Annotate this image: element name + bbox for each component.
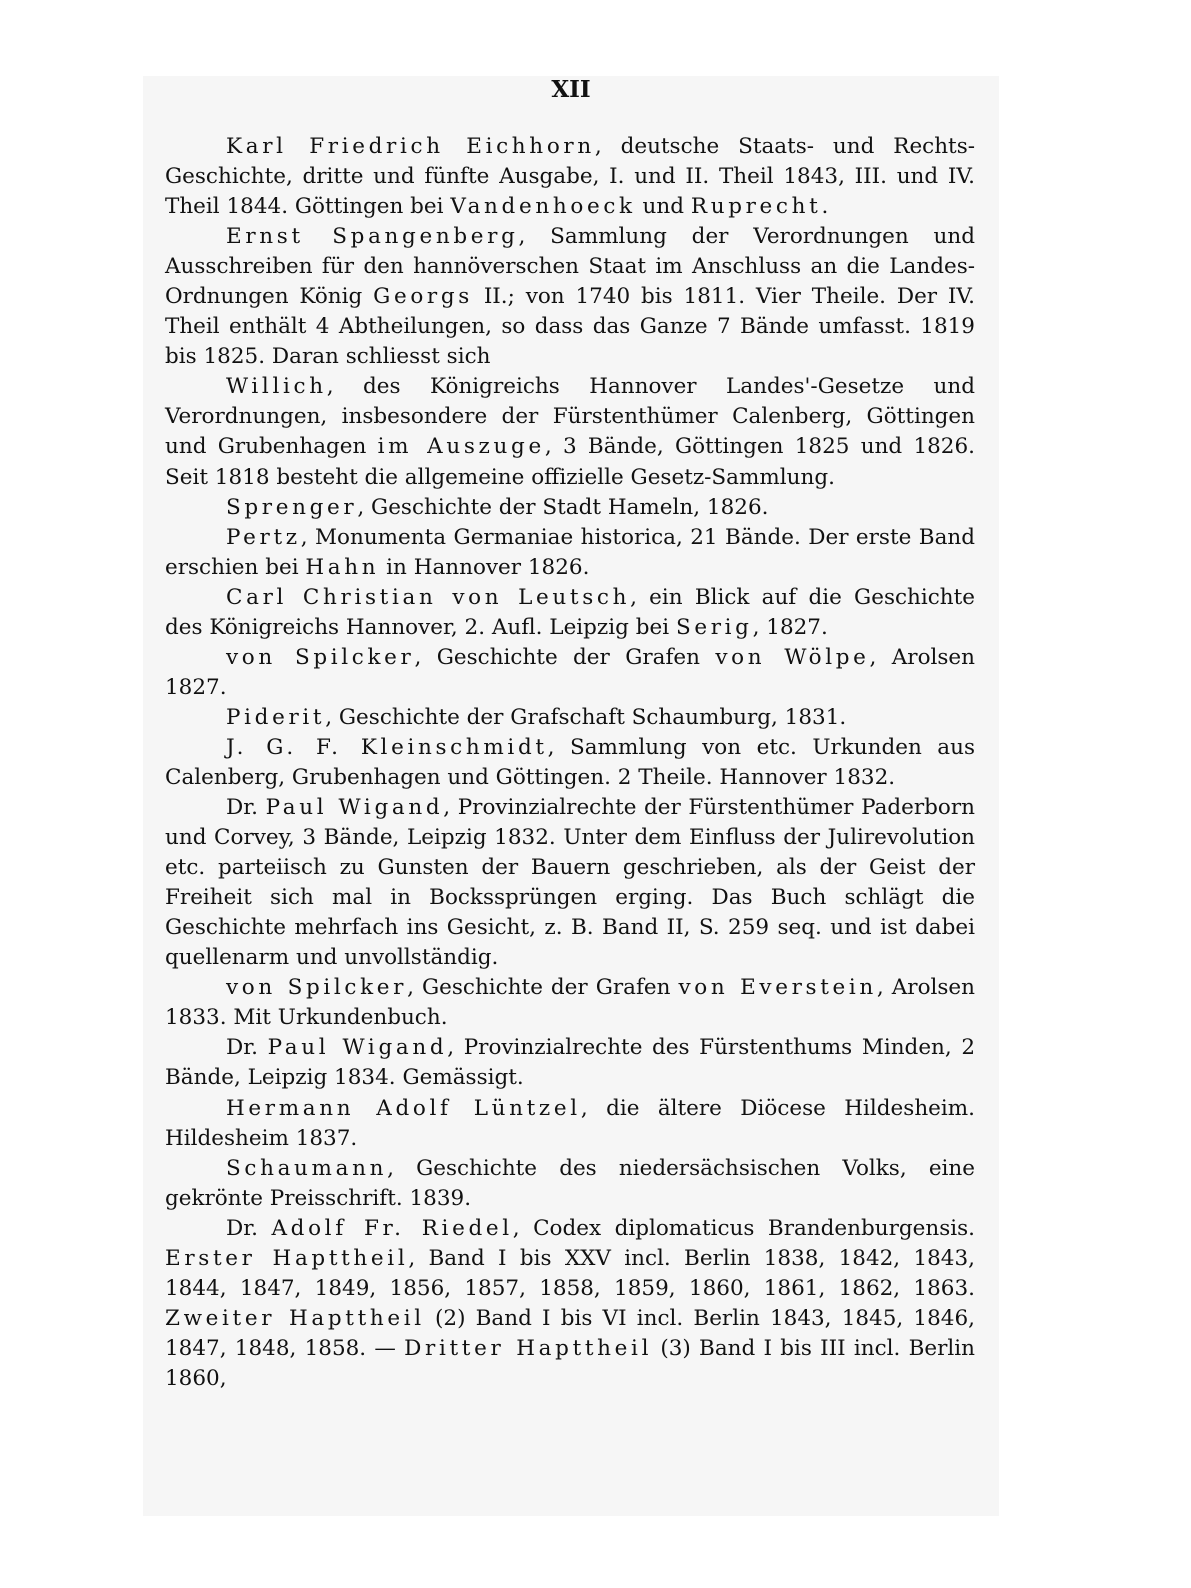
- bibliography-entry: [165, 1214, 975, 1394]
- spaced-name: Willich: [226, 374, 327, 400]
- spaced-name: Serig: [675, 614, 753, 640]
- entry-text: Dr.: [226, 1215, 272, 1241]
- entry-text: und: [635, 194, 691, 220]
- entry-text: , Geschichte der Grafen: [407, 975, 679, 1001]
- entry-text: .: [821, 194, 829, 220]
- entry-text: , Geschichte des niedersächsischen Volks, eine gekrönte Preisschrift. 1839.: [165, 1155, 975, 1211]
- bibliography-entry: [165, 222, 975, 372]
- entry-text: , deutsche Staats- und Rechts-Geschichte, dritte und fünfte Ausgabe, I. und II. Theil 1843, III. und IV. Theil 1844. Göttingen bei: [165, 134, 975, 220]
- entry-text: , 1827.: [752, 614, 828, 640]
- spaced-name: Schaumann: [226, 1155, 388, 1181]
- entry-text: , ein Blick auf die Geschichte des Königreichs Hannover, 2. Aufl. Leipzig bei: [165, 584, 976, 640]
- bibliography-entry: [165, 132, 975, 222]
- entry-text: Dr.: [226, 1035, 268, 1061]
- spaced-name: Dritter Hapttheil: [404, 1335, 653, 1361]
- spaced-name: Zweiter Hapttheil: [165, 1305, 425, 1331]
- entry-text: (2) Band I bis VI incl. Berlin 1843, 1845, 1846, 1847, 1848, 1858. —: [165, 1305, 975, 1361]
- book-page: [143, 76, 999, 1516]
- entry-text: (3) Band I bis III incl. Berlin 1860,: [165, 1335, 975, 1391]
- spaced-name: Carl Christian von Leutsch: [226, 584, 631, 610]
- entry-text: , Provinzialrechte des Fürstenthums Minden, 2 Bände, Leipzig 1834. Gemässigt.: [165, 1035, 976, 1091]
- entry-text: II.; von 1740 bis 1811. Vier Theile. Der IV. Theil enthält 4 Abtheilungen, so dass das Ganze 7 Bände umfasst. 1819 bis 1825. Daran schliesst sich: [165, 284, 976, 370]
- spaced-name: Karl Friedrich Eichhorn: [226, 134, 595, 159]
- spaced-name: von Spilcker: [226, 975, 408, 1001]
- spaced-name: im Auszuge: [377, 434, 545, 460]
- entry-text: , die ältere Diöcese Hildesheim. Hildesheim 1837.: [165, 1095, 975, 1151]
- entry-text: , Provinzialrechte der Fürstenthümer Paderborn und Corvey, 3 Bände, Leipzig 1832. Unter dem Einfluss der Julirevolution etc. parteiisch zu Gunsten der Bauern geschrieben, als der Geist der Freiheit sich mal in Bockssprüngen erging. Das Buch schlägt die Geschichte mehrfach ins Gesicht, z. B. Band II, S. 259 seq. und ist dabei quellenarm und unvollständig.: [165, 795, 975, 971]
- entry-text: , Geschichte der Grafen: [414, 644, 716, 670]
- entry-text: , Sammlung der Verordnungen und Ausschreiben für den hannöverschen Staat im Anschluss an die Landes-Ordnungen König: [165, 224, 975, 310]
- spaced-name: Piderit: [226, 704, 326, 730]
- bibliography-entry: [165, 643, 975, 703]
- bibliography-list: [165, 132, 975, 1394]
- spaced-name: Vandenhoeck: [450, 194, 636, 220]
- bibliography-entry: [165, 1094, 975, 1154]
- bibliography-entry: [165, 793, 975, 973]
- spaced-name: Georgs: [373, 284, 473, 310]
- entry-text: , Geschichte der Stadt Hameln, 1826.: [357, 494, 769, 520]
- spaced-name: Hahn: [305, 554, 380, 580]
- entry-text: , des Königreichs Hannover Landes'-Gesetze und Verordnungen, insbesondere der Fürstenthümer Calenberg, Göttingen und Grubenhagen: [165, 374, 975, 460]
- spaced-name: Paul Wigand: [267, 1035, 448, 1061]
- bibliography-entry: [165, 733, 975, 793]
- entry-text: , 3 Bände, Göttingen 1825 und 1826. Seit 1818 besteht die allgemeine offizielle Gesetz-Sammlung.: [165, 434, 975, 490]
- entry-text: , Arolsen 1833. Mit Urkundenbuch.: [165, 975, 975, 1031]
- page-number: XII: [551, 76, 591, 103]
- spaced-name: Sprenger: [226, 494, 358, 520]
- spaced-name: von Spilcker: [226, 644, 415, 670]
- entry-text: , Codex diplomaticus Brandenburgensis.: [512, 1215, 975, 1241]
- entry-text: Dr.: [226, 795, 266, 821]
- spaced-name: Paul Wigand: [265, 795, 444, 821]
- bibliography-entry: [165, 1033, 975, 1093]
- spaced-name: J. G. F. Kleinschmidt: [226, 734, 548, 760]
- bibliography-entry: [165, 973, 975, 1033]
- entry-text: , Monumenta Germaniae historica, 21 Bände. Der erste Band erschien bei: [165, 524, 975, 580]
- spaced-name: Ruprecht: [690, 194, 822, 220]
- spaced-name: Adolf Fr. Riedel: [271, 1215, 513, 1241]
- bibliography-entry: [165, 703, 975, 733]
- entry-text: , Geschichte der Grafschaft Schaumburg, 1831.: [325, 704, 847, 730]
- bibliography-entry: [165, 523, 975, 583]
- bibliography-entry: [165, 493, 975, 523]
- spaced-name: von Wölpe: [715, 644, 870, 670]
- entry-text: in Hannover 1826.: [379, 554, 590, 580]
- spaced-name: von Everstein: [678, 975, 877, 1001]
- bibliography-entry: [165, 372, 975, 492]
- entry-text: , Arolsen 1827.: [165, 644, 975, 700]
- bibliography-entry: [165, 583, 975, 643]
- spaced-name: Pertz: [226, 524, 301, 550]
- spaced-name: Erster Hapttheil: [165, 1245, 409, 1271]
- entry-text: , Band I bis XXV incl. Berlin 1838, 1842, 1843, 1844, 1847, 1849, 1856, 1857, 1858, 1859, 1860, 1861, 1862, 1863.: [165, 1245, 975, 1301]
- bibliography-entry: [165, 1154, 975, 1214]
- entry-text: , Sammlung von etc. Urkunden aus Calenberg, Grubenhagen und Göttingen. 2 Theile. Hannover 1832.: [165, 734, 975, 790]
- spaced-name: Ernst Spangenberg: [226, 224, 519, 250]
- spaced-name: Hermann Adolf Lüntzel: [226, 1095, 581, 1121]
